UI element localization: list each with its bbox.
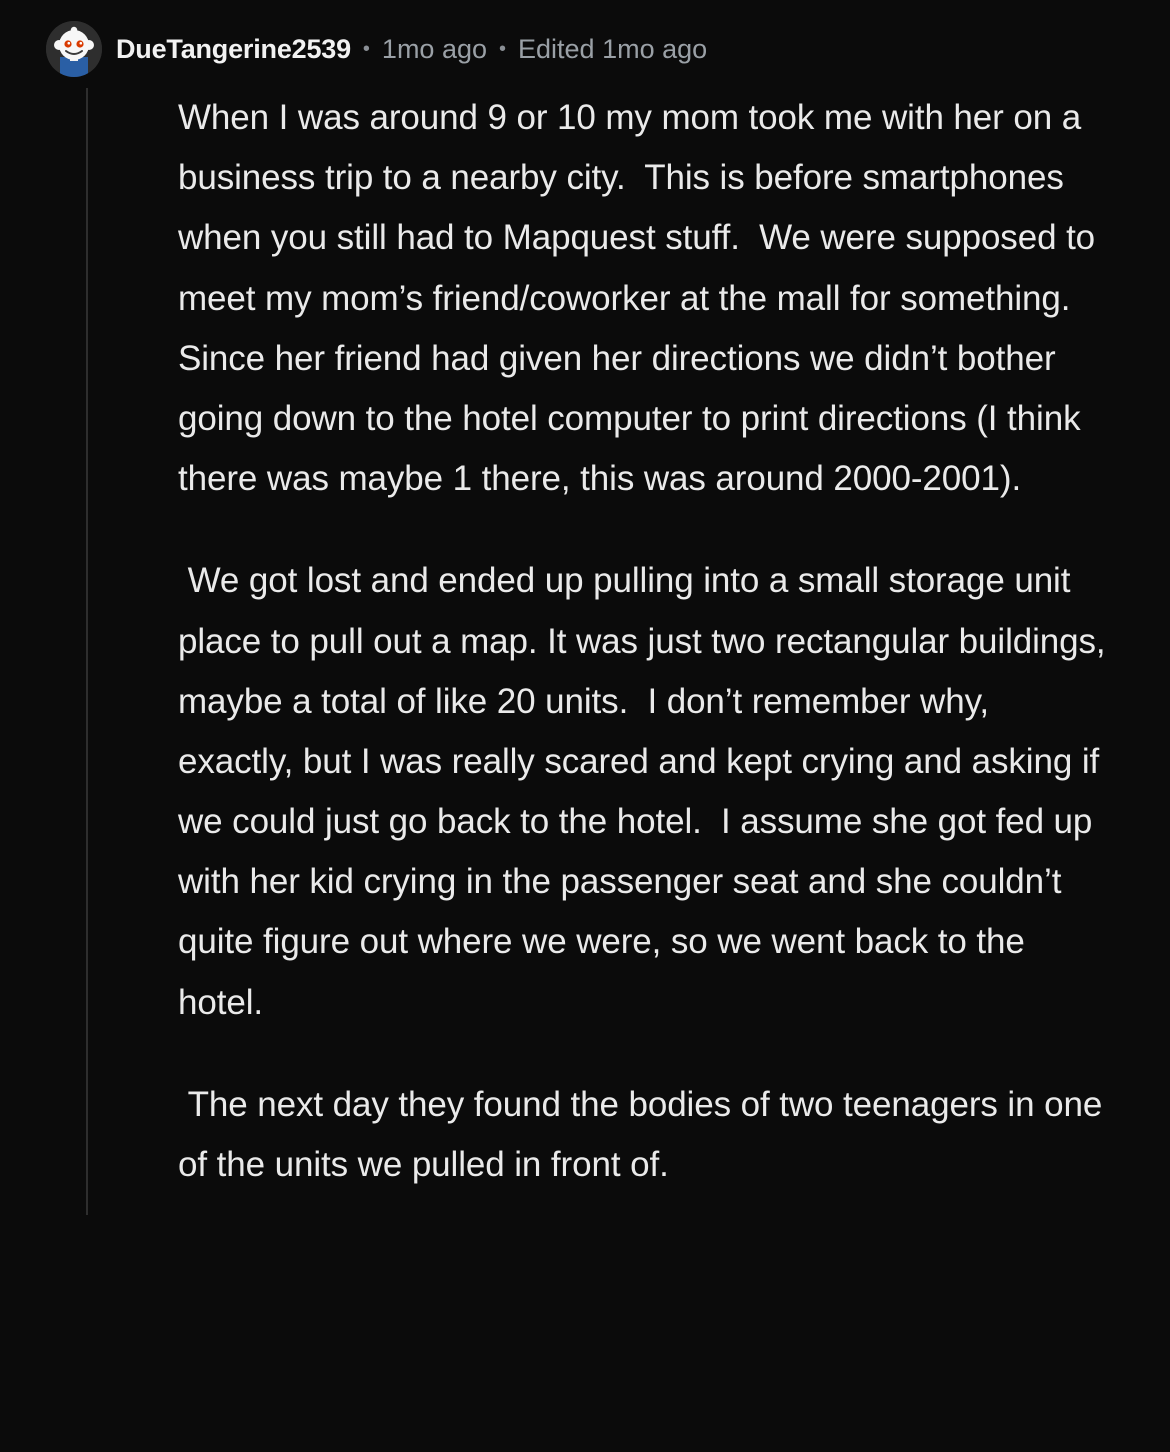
thread-collapse-line[interactable] bbox=[86, 88, 88, 1215]
reddit-snoo-avatar-icon bbox=[46, 21, 102, 77]
avatar[interactable] bbox=[46, 21, 102, 77]
comment-body bbox=[132, 88, 1170, 1195]
comment-meta bbox=[116, 34, 707, 65]
meta-separator-1: • bbox=[362, 38, 370, 60]
comment-paragraph: We got lost and ended up pulling into a small storage unit place to pull out a map. It was just two rectangular buildings, maybe a total of like 20 units. I don’t remember why, exactly, but I was really scared and kept crying and asking if we could just go back to the hotel. I assume she got fed up with her kid crying in the passenger seat and she couldn’t quite figure out where we were, so we went back to the hotel. bbox=[178, 561, 1116, 1022]
comment-header bbox=[0, 16, 1170, 82]
meta-separator-2: • bbox=[499, 38, 507, 60]
comment-thread-wrap bbox=[0, 88, 1170, 1195]
comment-paragraph: The next day they found the bodies of two teenagers in one of the units we pulled in front of. bbox=[178, 1084, 1112, 1184]
comment-edited-label: Edited 1mo ago bbox=[518, 33, 708, 64]
comment-timestamp: 1mo ago bbox=[381, 33, 487, 64]
comment-paragraph: When I was around 9 or 10 my mom took me with her on a business trip to a nearby city. This is before smartphones when you still had to Mapquest stuff. We were supposed to meet my mom’s friend/coworker at the mall for something. Since her friend had given her directions we didn’t bother going down to the hotel computer to print directions (I think there was maybe 1 there, this was around 2000-2001). bbox=[178, 98, 1105, 499]
comment-author[interactable]: DueTangerine2539 bbox=[116, 33, 351, 64]
